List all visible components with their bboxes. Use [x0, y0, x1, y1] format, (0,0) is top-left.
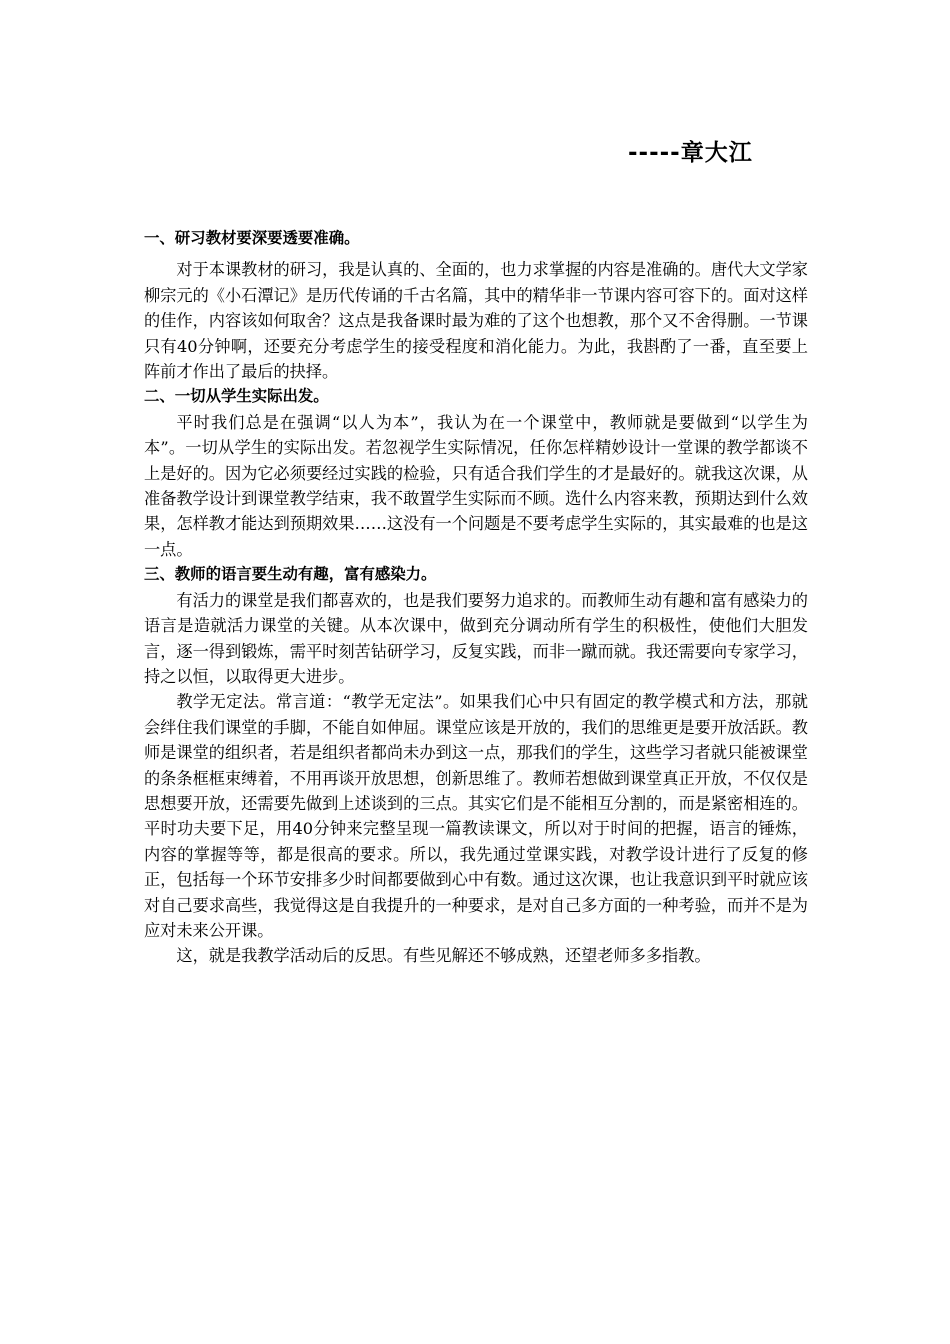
- section-heading: 一、研习教材要深要透要准确。: [144, 229, 360, 247]
- section-heading: 三、教师的语言要生动有趣，富有感染力。: [144, 565, 437, 584]
- section-1: [144, 226, 808, 384]
- paragraph: 有活力的课堂是我们都喜欢的，也是我们要努力追求的。而教师生动有趣和富有感染力的语言是造就活力课堂的关键。从本次课中，做到充分调动所有学生的积极性，使他们大胆发言，逐一得到锻炼，需平时刻苦钻研学习，反复实践，而非一蹴而就。我还需要向专家学习，持之以恒，以取得更大进步。: [144, 590, 808, 686]
- closing-paragraph: 这，就是我教学活动后的反思。有些见解还不够成熟，还望老师多多指教。: [176, 946, 711, 966]
- section-2: [144, 384, 808, 562]
- paragraph: 教学无定法。常言道：“教学无定法”。如果我们心中只有固定的教学模式和方法，那就会绊住我们课堂的手脚，不能自如伸屈。课堂应该是开放的，我们的思维更是要开放活跃。教师是课堂的组织者，若是组织者都尚未办到这一点，那我们的学生，这些学习者就只能被课堂的条条框框束缚着，不用再谈开放思想，创新思维了。教师若想做到课堂真正开放，不仅仅是思想要开放，还需要先做到上述谈到的三点。其实它们是不能相互分割的，而是紧密相连的。平时功夫要下足，用40分钟来完整呈现一篇教读课文，所以对于时间的把握，语言的锤炼，内容的掌握等等，都是很高的要求。所以，我先通过堂课实践，对教学设计进行了反复的修正，包括每一个环节安排多少时间都要做到心中有数。通过这次课，也让我意识到平时就应该对自己要求高些，我觉得这是自我提升的一种要求，是对自己多方面的一种考验，而并不是为应对未来公开课。: [144, 692, 808, 940]
- paragraph: 对于本课教材的研习，我是认真的、全面的，也力求掌握的内容是准确的。唐代大文学家柳宗元的《小石潭记》是历代传诵的千古名篇，其中的精华非一节课内容可容下的。面对这样的佳作，内容该如何取舍？这点是我备课时最为难的了这个也想教，那个又不舍得删。一节课只有40分钟啊，还要充分考虑学生的接受程度和消化能力。为此，我斟酌了一番，直至要上阵前才作出了最后的抉择。: [144, 260, 808, 382]
- paragraph: 平时我们总是在强调“以人为本”，我认为在一个课堂中，教师就是要做到“以学生为本”。一切从学生的实际出发。若忽视学生实际情况，任你怎样精妙设计一堂课的教学都谈不上是好的。因为它必须要经过实践的检验，只有适合我们学生的才是最好的。就我这次课，从准备教学设计到课堂教学结束，我不敢置学生实际而不顾。选什么内容来教，预期达到什么效果，怎样教才能达到预期效果……这没有一个问题是不要考虑学生实际的，其实最难的也是这一点。: [144, 412, 808, 559]
- author-line: -----章大江: [628, 140, 753, 166]
- section-heading: 二、一切从学生实际出发。: [144, 387, 329, 406]
- section-3: [144, 562, 808, 969]
- document-body: [144, 226, 808, 969]
